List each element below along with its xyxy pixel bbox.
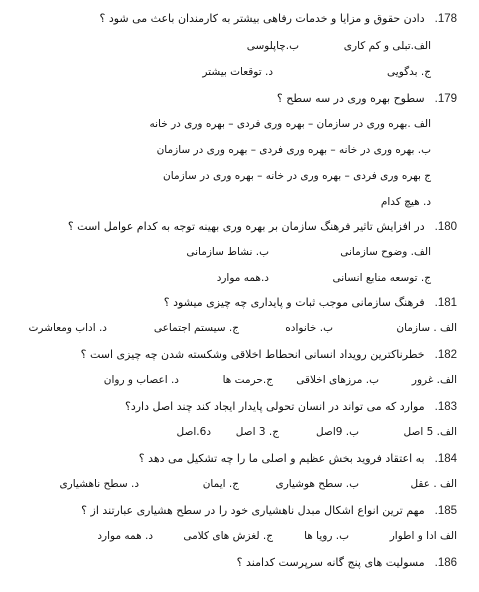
option-c: ج.حرمت ها — [222, 374, 273, 386]
option-a: الف. وضوح سازمانی — [340, 246, 431, 258]
option-d: د. همه موارد — [97, 530, 153, 542]
question-text: خطرناکترین رویداد انسانی انحطاط اخلاقی وشکسته شدن چه چیزی است ؟ — [80, 348, 425, 361]
option-b: ب. خانواده — [285, 322, 333, 334]
question-text: دادن حقوق و مزایا و خدمات رفاهی بیشتر به کارمندان باعث می شود ؟ — [99, 12, 425, 25]
question-number: 178. — [434, 13, 457, 25]
question-186 — [237, 556, 457, 570]
question-number: 182. — [434, 349, 457, 361]
option-b: ب. نشاط سازمانی — [186, 246, 269, 258]
option-a: الف . سازمان — [396, 322, 457, 334]
option-c: ج. لغزش های کلامی — [183, 530, 273, 542]
option-a: الف .بهره وری در سازمان – بهره وری فردی – بهره وری در خانه — [149, 118, 431, 130]
question-number: 185. — [434, 505, 457, 517]
option-d: د. هیچ کدام — [380, 196, 431, 208]
question-number: 180. — [434, 221, 457, 233]
question-number: 183. — [434, 401, 457, 413]
question-text: مسولیت های پنج گانه سرپرست کدامند ؟ — [236, 556, 425, 569]
question-178 — [99, 12, 457, 26]
option-d: د. اداب ومعاشرت — [28, 322, 107, 334]
question-number: 181. — [434, 297, 457, 309]
option-b: ب. 9اصل — [315, 426, 359, 438]
question-text: فرهنگ سازمانی موجب ثبات و پایداری چه چیزی میشود ؟ — [163, 296, 425, 309]
option-c: ج. بدگویی — [387, 66, 431, 78]
option-a: الف ادا و اطوار — [389, 530, 457, 542]
option-a: الف.تبلی و کم کاری — [343, 40, 431, 52]
question-text: در افزایش تاثیر فرهنگ سازمان بر بهره وری بهینه توجه به کدام عوامل است ؟ — [67, 220, 425, 233]
option-c: ج بهره وری فردی – بهره وری در خانه – بهره وری در سازمان — [163, 170, 431, 182]
question-181 — [164, 296, 457, 310]
option-b: ب. سطح هوشیاری — [275, 478, 359, 490]
question-183 — [125, 400, 457, 414]
question-179 — [277, 92, 457, 106]
option-b: ب. مرزهای اخلاقی — [296, 374, 379, 386]
option-d: د.همه موارد — [216, 272, 269, 284]
question-185 — [81, 504, 457, 518]
question-text: مهم ترین انواع اشکال مبدل ناهشیاری خود را در سطح هشیاری عبارتند از ؟ — [81, 504, 425, 517]
option-d: د. اعصاب و روان — [103, 374, 179, 386]
question-184 — [139, 452, 457, 466]
option-b: ب. رویا ها — [304, 530, 349, 542]
option-c: ج. ایمان — [202, 478, 239, 490]
option-c: ج. 3 اصل — [235, 426, 279, 438]
option-c: ج. سیستم اجتماعی — [153, 322, 239, 334]
question-number: 184. — [434, 453, 457, 465]
option-d: د. توقعات بیشتر — [202, 66, 273, 78]
option-d: د. سطح ناهشیاری — [59, 478, 139, 490]
option-b: ب. بهره وری در خانه – بهره وری فردی – بهره وری در سازمان — [156, 144, 431, 156]
question-182 — [81, 348, 457, 362]
question-number: 179. — [434, 93, 457, 105]
option-c: ج. توسعه منابع انسانی — [332, 272, 431, 284]
question-number: 186. — [434, 557, 457, 569]
option-a: الف. غرور — [411, 374, 457, 386]
option-d: د6.اصل — [176, 426, 211, 438]
option-a: الف . عقل — [410, 478, 457, 490]
option-b: ب.چاپلوسی — [246, 40, 299, 52]
question-text: به اعتقاد فروید بخش عظیم و اصلی ما را چه تشکیل می دهد ؟ — [138, 452, 425, 465]
option-a: الف. 5 اصل — [403, 426, 457, 438]
question-180 — [68, 220, 457, 234]
question-text: موارد که می تواند در انسان تحولی پایدار ایجاد کند چند اصل دارد؟ — [125, 400, 425, 413]
question-text: سطوح بهره وری در سه سطح ؟ — [276, 92, 425, 105]
